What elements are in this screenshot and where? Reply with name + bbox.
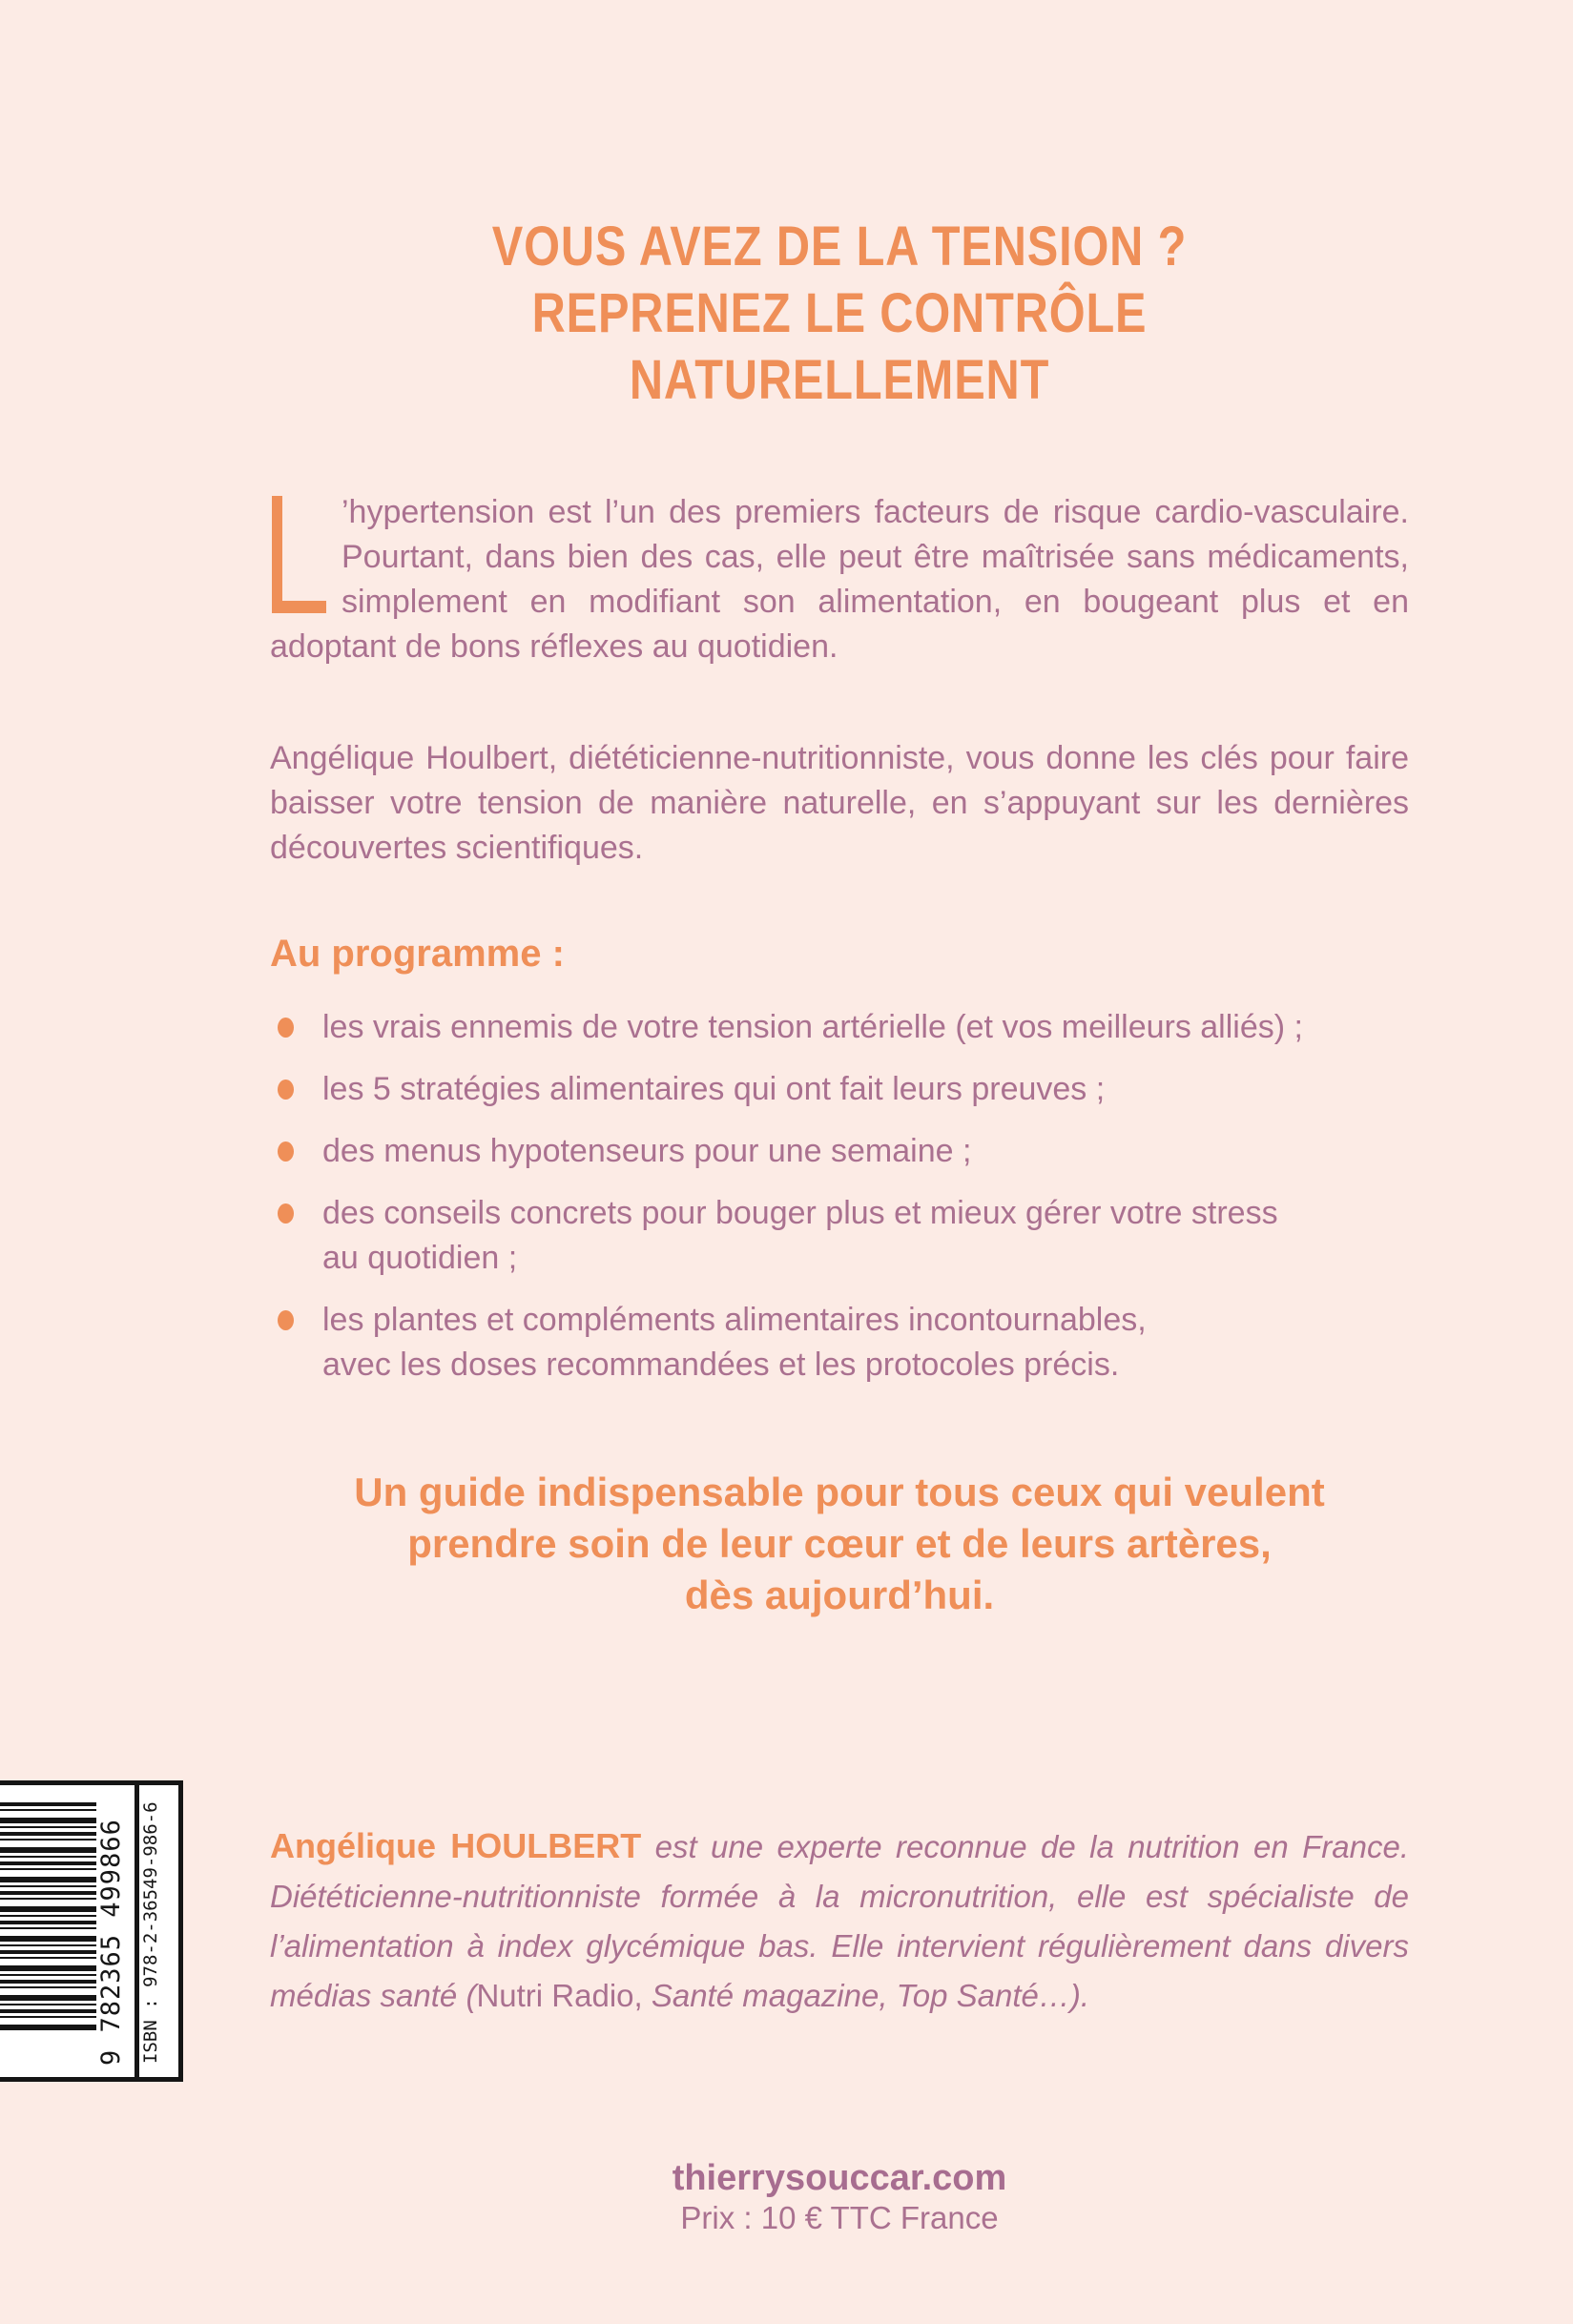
author-name: Angélique HOULBERT — [270, 1826, 642, 1865]
intro-paragraph — [270, 490, 1409, 669]
bullet-dot-icon — [278, 1018, 294, 1038]
barcode-divider — [135, 1780, 139, 2082]
barcode-block — [0, 1780, 183, 2082]
publisher-website: thierrysouccar.com — [672, 2158, 1007, 2198]
list-item-text: des conseils concrets pour bouger plus et mieux gérer votre stress — [322, 1195, 1278, 1231]
list-item — [270, 1298, 1409, 1388]
author-bio — [270, 1821, 1409, 2021]
bullet-dot-icon — [278, 1310, 294, 1330]
bullet-dot-icon — [278, 1203, 294, 1224]
list-item-text: avec les doses recommandées et les protocoles précis. — [322, 1347, 1120, 1383]
bio-text-2: Santé magazine, Top Santé…). — [642, 1978, 1090, 2013]
bio-text-1: est une experte reconnue de la nutrition en France. Diététicienne-nutritionniste formée à la micronutrition, elle est spécialiste de l’alimentation à index glycémique bas. Elle intervient régulièrement dans divers médias santé ( — [270, 1829, 1409, 2013]
headline-line-3: NATURELLEMENT — [629, 349, 1050, 411]
list-item-text: les plantes et compléments alimentaires incontournables, — [322, 1302, 1147, 1338]
author-pitch-paragraph: Angélique Houlbert, diététicienne-nutritionniste, vous donne les clés pour faire baisser votre tension de manière naturelle, en s’appuyant sur les dernières découvertes scientifiques. — [270, 740, 1409, 866]
highlight-line-2: prendre soin de leur cœur et de leurs artères, — [407, 1521, 1272, 1566]
bullet-dot-icon — [278, 1141, 294, 1162]
programme-heading: Au programme : — [270, 933, 565, 975]
list-item — [270, 1129, 1409, 1174]
headline — [362, 214, 1318, 414]
headline-line-1: VOUS AVEZ DE LA TENSION ? — [491, 216, 1188, 278]
headline-line-2: REPRENEZ LE CONTRÔLE — [531, 282, 1148, 344]
list-item-text: les vrais ennemis de votre tension artérielle (et vos meilleurs alliés) ; — [322, 1009, 1303, 1045]
isbn-label: ISBN : 978-2-36549-986-6 — [140, 1801, 161, 2064]
barcode-bars — [0, 1802, 96, 2031]
intro-text: ’hypertension est l’un des premiers facteurs de risque cardio-vasculaire. Pourtant, dans bien des cas, elle peut être maîtrisée sans médicaments, simplement en modifiant son alimentation, en bougeant plus et en adoptant de bons réflexes au quotidien. — [270, 494, 1409, 665]
list-item-text: les 5 stratégies alimentaires qui ont fait leurs preuves ; — [322, 1071, 1106, 1107]
barcode-number: 9 782365 499866 — [96, 1819, 126, 2066]
highlight-paragraph — [270, 1467, 1409, 1621]
bullet-dot-icon — [278, 1080, 294, 1100]
highlight-line-1: Un guide indispensable pour tous ceux qui veulent — [354, 1470, 1325, 1514]
programme-list — [270, 1005, 1409, 1405]
list-item-text: des menus hypotenseurs pour une semaine ; — [322, 1133, 972, 1169]
list-item — [270, 1067, 1409, 1112]
bio-media-name: Nutri Radio, — [476, 1978, 643, 2013]
list-item — [270, 1191, 1409, 1281]
drop-cap-letter — [272, 496, 326, 613]
list-item — [270, 1005, 1409, 1050]
highlight-line-3: dès aujourd’hui. — [684, 1573, 995, 1617]
price-label: Prix : 10 € TTC France — [680, 2200, 999, 2235]
list-item-text: au quotidien ; — [322, 1240, 518, 1276]
